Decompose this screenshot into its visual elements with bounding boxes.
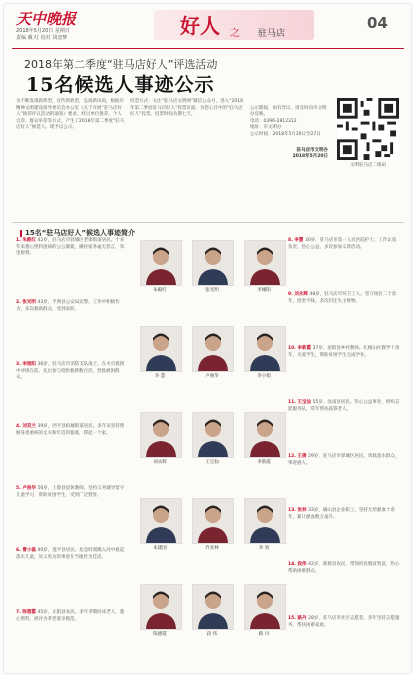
candidate-bio <box>16 362 128 382</box>
candidate-photo <box>140 412 182 458</box>
article-title: 15名候选人事迹公示 <box>26 74 215 96</box>
candidate-story: 42岁，新蔡县农民。带领村民脱贫致富，热心帮助困难群众。 <box>288 562 400 574</box>
candidate-bio <box>288 238 400 251</box>
candidate-photo <box>140 240 182 286</box>
candidate-photo <box>192 584 234 630</box>
person-icon <box>193 585 233 629</box>
date-line: 2018年5月20日 星期日 <box>16 28 70 34</box>
candidate-story: 36岁，驻马店市消防支队战士。在火灾救援中冲锋在前，先后参与抢险救援数百次，营救被困群众。 <box>16 362 125 381</box>
candidate-name: 9. 刘永辉 <box>288 292 310 297</box>
candidate-story: 30岁，驻马店市第一人民医院护士。工作认真负责，热心公益，多次参加义诊活动。 <box>288 238 397 250</box>
person-icon <box>193 413 233 457</box>
candidate-story: 33岁，确山县企业职工。坚持无偿献血十余年，累计献血数万毫升。 <box>288 508 395 520</box>
newspaper-page <box>4 4 411 673</box>
candidate-story: 37岁，泌阳县乡村教师。扎根山区教学十余年，关爱学生，资助贫困学生完成学业。 <box>288 346 400 358</box>
candidate-story: 45岁，正阳县农民。多年孝敬卧床老人，悉心照料，被评为孝老爱亲模范。 <box>16 610 125 622</box>
qr-code-icon <box>337 98 399 160</box>
photo-caption: 王宝仙 <box>205 460 219 465</box>
intro-column-1: 为不断发现新典型，宣传新典型，弘扬新风尚，根据市精神文明建设指导委员会办公室《关于开展“驻马店好人”推荐评议活动的通知》要求，经过单位推荐、个人自荐、群众举荐等方式，产生了2018年第二季度“驻马店好人”候选人。现予以公示。 <box>16 99 125 130</box>
candidate-photo <box>244 240 286 286</box>
intro-column-3 <box>250 99 328 167</box>
candidate-story: 48岁，驻马店市环卫工人。坚守岗位二十余年，拾金不昧，多次归还失主财物。 <box>288 292 397 304</box>
candidate-story: 42岁，驻马店市驿城区老街街道居民。十多年来悉心照料患病的公公婆婆，操持家务毫无怨言，邻里称赞。 <box>16 238 125 257</box>
candidate-name: 10. 李新霞 <box>288 346 313 351</box>
candidate-photo <box>192 326 234 372</box>
candidate-bio <box>16 486 128 499</box>
article-subtitle: 2018年第二季度“驻马店好人”评选活动 <box>24 58 218 71</box>
candidate-bio <box>288 346 400 359</box>
section-title: 15名“驻马店好人”候选人事迹简介 <box>25 229 135 237</box>
candidate-photo <box>244 498 286 544</box>
candidate-story: 39岁，西平县柏城街道居民。多年来坚持照顾身患重病的丈夫和年迈的婆婆，撑起一个家。 <box>16 424 125 436</box>
photo-caption: 李小娟 <box>257 374 271 379</box>
candidate-bio <box>288 292 400 305</box>
candidate-photo <box>192 240 234 286</box>
section-heading <box>20 228 135 238</box>
candidate-name: 1. 朱殿红 <box>16 238 38 243</box>
candidate-photo <box>244 326 286 372</box>
candidate-name: 7. 陈德霞 <box>16 610 38 615</box>
masthead-divider <box>12 48 404 49</box>
newspaper-logo: 天中晚报 <box>16 10 77 28</box>
candidate-bio <box>16 610 128 623</box>
candidate-name: 11. 王宝仙 <box>288 400 313 405</box>
candidate-name: 8. 李慧 <box>288 238 305 243</box>
candidate-name: 12. 王倩 <box>288 454 309 459</box>
candidate-name: 4. 刘双兰 <box>16 424 38 429</box>
candidate-name: 3. 李刚阳 <box>16 362 38 367</box>
person-icon <box>245 327 285 371</box>
candidate-photo <box>140 498 182 544</box>
candidate-bio <box>16 238 128 258</box>
candidate-photo <box>192 498 234 544</box>
qr-caption: 文明驻马店二维码 <box>350 163 386 168</box>
candidate-name: 13. 张林 <box>288 508 309 513</box>
candidate-name: 15. 路丹 <box>288 616 309 621</box>
candidate-story: 28岁，驻马店市社区志愿者。多年坚持志愿服务，帮扶困难家庭。 <box>288 616 400 628</box>
photo-caption: 李 勇 <box>258 546 270 551</box>
candidate-bio <box>288 616 400 629</box>
photo-caption: 张光明 <box>205 288 219 293</box>
person-icon <box>193 327 233 371</box>
intro-notice: 公示期间，如有异议，请及时向市文明办反映。 电话：0396-2812312 地址：市文明办 公示时间：2018年5月20日至27日 <box>250 105 327 137</box>
person-icon <box>141 585 181 629</box>
candidate-bio <box>16 424 128 437</box>
candidate-name: 2. 张光明 <box>16 300 38 305</box>
photo-caption: 李 慧 <box>154 374 166 379</box>
candidate-story: 43岁，平舆县公安局民警。工作中积极作为，多次救助群众，受到表彰。 <box>16 300 120 312</box>
intro-signature: 驻马店市文明办 2018年5月20日 <box>292 147 328 159</box>
candidate-story: 55岁，汝南县居民。热心公益事业，组织志愿服务队，常年帮扶孤寡老人。 <box>288 400 400 412</box>
candidate-bio <box>288 562 400 575</box>
person-icon <box>193 499 233 543</box>
person-icon <box>245 413 285 457</box>
masthead <box>4 4 411 50</box>
person-icon <box>141 499 181 543</box>
candidate-photo <box>140 584 182 630</box>
intro-column-2: 投票方式：关注“驻马店文明网”微信公众号，进入“2018年第二季度驻马店好人”投票页面，为您心目中的“驻马店好人”投票。投票时间为期七天。 <box>130 99 243 117</box>
photo-caption: 朱殿红 <box>153 288 167 293</box>
masthead-info <box>16 28 70 42</box>
banner-city: 驻马店 <box>258 29 286 39</box>
candidate-story: 40岁，遂平县居民。危急时刻跳入河中救起落水儿童，见义勇为的事迹在当地传为佳话。 <box>16 548 125 560</box>
photo-caption: 路 丹 <box>258 632 270 637</box>
editors-line: 责编 戴 红 校对 胡恋梦 <box>16 35 68 41</box>
candidate-photo <box>140 326 182 372</box>
person-icon <box>245 499 285 543</box>
photo-caption: 朱建国 <box>153 546 167 551</box>
banner-title: 好人 <box>180 14 220 38</box>
photo-caption: 段 伟 <box>206 632 218 637</box>
photo-caption: 李刚阳 <box>257 288 271 293</box>
banner-small: 之 <box>230 28 240 39</box>
candidate-name: 5. 卢俊华 <box>16 486 38 491</box>
photo-caption: 刘永辉 <box>153 460 167 465</box>
person-icon <box>245 585 285 629</box>
candidate-bio <box>288 400 400 413</box>
candidate-photo <box>244 584 286 630</box>
candidate-photo <box>192 412 234 458</box>
page-number: 04 <box>367 14 388 32</box>
candidate-bio <box>288 454 400 467</box>
candidate-bio <box>288 508 400 521</box>
person-icon <box>245 241 285 285</box>
candidate-name: 14. 段伟 <box>288 562 309 567</box>
candidate-name: 6. 曹小磊 <box>16 548 38 553</box>
candidate-photo <box>244 412 286 458</box>
photo-caption: 李新霞 <box>257 460 271 465</box>
candidate-story: 29岁，驻马店市驿城区居民。勇救落水群众，事迹感人。 <box>288 454 400 466</box>
photo-caption: 陈德霞 <box>153 632 167 637</box>
candidate-story: 56岁，上蔡县退休教师。坚持义务辅导留守儿童学习，资助贫困学生，受到广泛赞誉。 <box>16 486 125 498</box>
photo-caption: 乔亚林 <box>205 546 219 551</box>
person-icon <box>141 413 181 457</box>
section-divider <box>12 222 404 223</box>
person-icon <box>141 327 181 371</box>
candidate-bio <box>16 548 128 561</box>
person-icon <box>193 241 233 285</box>
candidate-bio <box>16 300 128 313</box>
photo-caption: 卢俊华 <box>205 374 219 379</box>
section-marker <box>20 230 22 237</box>
person-icon <box>141 241 181 285</box>
